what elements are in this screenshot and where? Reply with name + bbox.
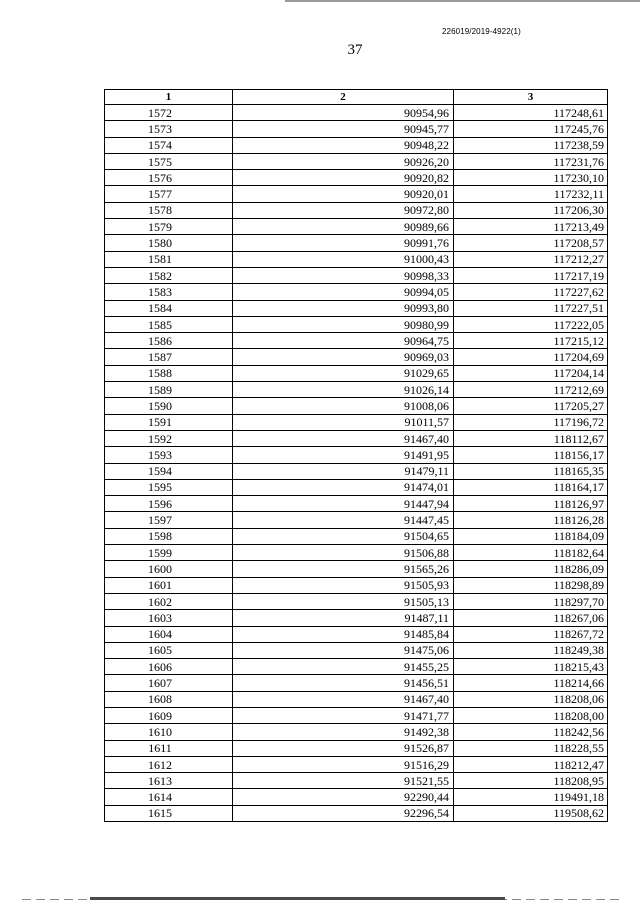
table-row [105, 430, 608, 446]
y-coordinate-cell: 118126,28 [454, 512, 608, 528]
point-number-cell: 1597 [105, 512, 233, 528]
table-row [105, 528, 608, 544]
point-number-cell: 1590 [105, 398, 233, 414]
table-row [105, 219, 608, 235]
point-number-cell: 1602 [105, 593, 233, 609]
table-row [105, 545, 608, 561]
document-number: 226019/2019-4922(1) [442, 27, 521, 36]
table-row [105, 121, 608, 137]
x-coordinate-cell: 90920,82 [233, 170, 454, 186]
x-coordinate-cell: 91471,77 [233, 707, 454, 723]
point-number-cell: 1611 [105, 740, 233, 756]
point-number-cell: 1606 [105, 659, 233, 675]
table-row [105, 756, 608, 772]
point-number-cell: 1601 [105, 577, 233, 593]
y-coordinate-cell: 118267,72 [454, 626, 608, 642]
bottom-scan-edge-lines [22, 895, 622, 901]
y-coordinate-cell: 118228,55 [454, 740, 608, 756]
point-number-cell: 1589 [105, 382, 233, 398]
y-coordinate-cell: 117212,69 [454, 382, 608, 398]
bottom-thick-line [90, 897, 505, 900]
table-row [105, 137, 608, 153]
y-coordinate-cell: 117208,57 [454, 235, 608, 251]
table-row [105, 202, 608, 218]
x-coordinate-cell: 91492,38 [233, 724, 454, 740]
y-coordinate-cell: 118165,35 [454, 463, 608, 479]
point-number-cell: 1591 [105, 414, 233, 430]
y-coordinate-cell: 117238,59 [454, 137, 608, 153]
table-row [105, 610, 608, 626]
y-coordinate-cell: 117230,10 [454, 170, 608, 186]
x-coordinate-cell: 90945,77 [233, 121, 454, 137]
x-coordinate-cell: 91029,65 [233, 365, 454, 381]
point-number-cell: 1596 [105, 496, 233, 512]
point-number-cell: 1600 [105, 561, 233, 577]
point-number-cell: 1615 [105, 805, 233, 821]
table-row [105, 186, 608, 202]
x-coordinate-cell: 91026,14 [233, 382, 454, 398]
point-number-cell: 1579 [105, 219, 233, 235]
y-coordinate-cell: 117206,30 [454, 202, 608, 218]
x-coordinate-cell: 90998,33 [233, 267, 454, 283]
table-row [105, 577, 608, 593]
x-coordinate-cell: 91467,40 [233, 691, 454, 707]
point-number-cell: 1583 [105, 284, 233, 300]
x-coordinate-cell: 91474,01 [233, 479, 454, 495]
x-coordinate-cell: 92290,44 [233, 789, 454, 805]
point-number-cell: 1613 [105, 773, 233, 789]
x-coordinate-cell: 91505,93 [233, 577, 454, 593]
point-number-cell: 1594 [105, 463, 233, 479]
x-coordinate-cell: 91506,88 [233, 545, 454, 561]
table-row [105, 593, 608, 609]
x-coordinate-cell: 91516,29 [233, 756, 454, 772]
column-header-3: 3 [454, 90, 608, 105]
table-body [105, 105, 608, 822]
point-number-cell: 1581 [105, 251, 233, 267]
point-number-cell: 1572 [105, 105, 233, 121]
point-number-cell: 1610 [105, 724, 233, 740]
y-coordinate-cell: 117231,76 [454, 153, 608, 169]
table-row [105, 626, 608, 642]
x-coordinate-cell: 91521,55 [233, 773, 454, 789]
y-coordinate-cell: 118297,70 [454, 593, 608, 609]
point-number-cell: 1604 [105, 626, 233, 642]
point-number-cell: 1595 [105, 479, 233, 495]
table-row [105, 789, 608, 805]
x-coordinate-cell: 91485,84 [233, 626, 454, 642]
point-number-cell: 1588 [105, 365, 233, 381]
x-coordinate-cell: 91447,94 [233, 496, 454, 512]
y-coordinate-cell: 118286,09 [454, 561, 608, 577]
table-row [105, 740, 608, 756]
table-row [105, 398, 608, 414]
y-coordinate-cell: 117205,27 [454, 398, 608, 414]
y-coordinate-cell: 118112,67 [454, 430, 608, 446]
y-coordinate-cell: 117212,27 [454, 251, 608, 267]
table-header-row [105, 90, 608, 105]
x-coordinate-cell: 90926,20 [233, 153, 454, 169]
x-coordinate-cell: 91487,11 [233, 610, 454, 626]
point-number-cell: 1586 [105, 333, 233, 349]
y-coordinate-cell: 118214,66 [454, 675, 608, 691]
y-coordinate-cell: 117248,61 [454, 105, 608, 121]
y-coordinate-cell: 118156,17 [454, 447, 608, 463]
point-number-cell: 1612 [105, 756, 233, 772]
y-coordinate-cell: 118126,97 [454, 496, 608, 512]
table-row [105, 333, 608, 349]
point-number-cell: 1575 [105, 153, 233, 169]
coordinates-table [104, 89, 608, 822]
x-coordinate-cell: 92296,54 [233, 805, 454, 821]
table-row [105, 773, 608, 789]
y-coordinate-cell: 118208,06 [454, 691, 608, 707]
table-row [105, 659, 608, 675]
y-coordinate-cell: 118164,17 [454, 479, 608, 495]
x-coordinate-cell: 90948,22 [233, 137, 454, 153]
table-row [105, 707, 608, 723]
y-coordinate-cell: 118298,89 [454, 577, 608, 593]
column-header-1: 1 [105, 90, 233, 105]
x-coordinate-cell: 91505,13 [233, 593, 454, 609]
point-number-cell: 1587 [105, 349, 233, 365]
table-row [105, 691, 608, 707]
y-coordinate-cell: 117213,49 [454, 219, 608, 235]
x-coordinate-cell: 91447,45 [233, 512, 454, 528]
x-coordinate-cell: 90964,75 [233, 333, 454, 349]
point-number-cell: 1609 [105, 707, 233, 723]
table-row [105, 447, 608, 463]
x-coordinate-cell: 91011,57 [233, 414, 454, 430]
table-row [105, 267, 608, 283]
point-number-cell: 1592 [105, 430, 233, 446]
point-number-cell: 1574 [105, 137, 233, 153]
y-coordinate-cell: 119508,62 [454, 805, 608, 821]
table-row [105, 349, 608, 365]
column-header-2: 2 [233, 90, 454, 105]
x-coordinate-cell: 90991,76 [233, 235, 454, 251]
table-row [105, 105, 608, 121]
table-row [105, 365, 608, 381]
y-coordinate-cell: 117227,62 [454, 284, 608, 300]
table-row [105, 642, 608, 658]
x-coordinate-cell: 91504,65 [233, 528, 454, 544]
y-coordinate-cell: 118249,38 [454, 642, 608, 658]
point-number-cell: 1584 [105, 300, 233, 316]
table-row [105, 251, 608, 267]
x-coordinate-cell: 90969,03 [233, 349, 454, 365]
table-row [105, 463, 608, 479]
y-coordinate-cell: 117245,76 [454, 121, 608, 137]
table-row [105, 284, 608, 300]
y-coordinate-cell: 118242,56 [454, 724, 608, 740]
point-number-cell: 1582 [105, 267, 233, 283]
x-coordinate-cell: 91000,43 [233, 251, 454, 267]
x-coordinate-cell: 91479,11 [233, 463, 454, 479]
table-row [105, 805, 608, 821]
x-coordinate-cell: 91467,40 [233, 430, 454, 446]
table-row [105, 479, 608, 495]
x-coordinate-cell: 90980,99 [233, 316, 454, 332]
table-row [105, 300, 608, 316]
y-coordinate-cell: 118215,43 [454, 659, 608, 675]
x-coordinate-cell: 90989,66 [233, 219, 454, 235]
x-coordinate-cell: 90920,01 [233, 186, 454, 202]
table-row [105, 382, 608, 398]
table-row [105, 414, 608, 430]
y-coordinate-cell: 117204,69 [454, 349, 608, 365]
point-number-cell: 1599 [105, 545, 233, 561]
x-coordinate-cell: 91455,25 [233, 659, 454, 675]
point-number-cell: 1607 [105, 675, 233, 691]
y-coordinate-cell: 117204,14 [454, 365, 608, 381]
x-coordinate-cell: 91456,51 [233, 675, 454, 691]
y-coordinate-cell: 118182,64 [454, 545, 608, 561]
x-coordinate-cell: 90994,05 [233, 284, 454, 300]
y-coordinate-cell: 117215,12 [454, 333, 608, 349]
y-coordinate-cell: 117222,05 [454, 316, 608, 332]
y-coordinate-cell: 117196,72 [454, 414, 608, 430]
y-coordinate-cell: 118212,47 [454, 756, 608, 772]
table-row [105, 235, 608, 251]
y-coordinate-cell: 117232,11 [454, 186, 608, 202]
y-coordinate-cell: 117217,19 [454, 267, 608, 283]
x-coordinate-cell: 90993,80 [233, 300, 454, 316]
point-number-cell: 1577 [105, 186, 233, 202]
x-coordinate-cell: 91491,95 [233, 447, 454, 463]
point-number-cell: 1585 [105, 316, 233, 332]
table-row [105, 153, 608, 169]
table-header [105, 90, 608, 105]
x-coordinate-cell: 91475,06 [233, 642, 454, 658]
point-number-cell: 1580 [105, 235, 233, 251]
y-coordinate-cell: 117227,51 [454, 300, 608, 316]
table-row [105, 724, 608, 740]
x-coordinate-cell: 90954,96 [233, 105, 454, 121]
point-number-cell: 1614 [105, 789, 233, 805]
y-coordinate-cell: 119491,18 [454, 789, 608, 805]
table-row [105, 512, 608, 528]
point-number-cell: 1573 [105, 121, 233, 137]
y-coordinate-cell: 118208,95 [454, 773, 608, 789]
x-coordinate-cell: 91565,26 [233, 561, 454, 577]
point-number-cell: 1576 [105, 170, 233, 186]
point-number-cell: 1603 [105, 610, 233, 626]
y-coordinate-cell: 118184,09 [454, 528, 608, 544]
point-number-cell: 1605 [105, 642, 233, 658]
point-number-cell: 1578 [105, 202, 233, 218]
x-coordinate-cell: 90972,80 [233, 202, 454, 218]
y-coordinate-cell: 118208,00 [454, 707, 608, 723]
x-coordinate-cell: 91526,87 [233, 740, 454, 756]
table-row [105, 561, 608, 577]
point-number-cell: 1598 [105, 528, 233, 544]
page-number: 37 [347, 42, 363, 58]
table-row [105, 675, 608, 691]
point-number-cell: 1608 [105, 691, 233, 707]
table-row [105, 496, 608, 512]
y-coordinate-cell: 118267,06 [454, 610, 608, 626]
table-row [105, 316, 608, 332]
table-row [105, 170, 608, 186]
x-coordinate-cell: 91008,06 [233, 398, 454, 414]
top-scan-edge-line [285, 0, 640, 2]
point-number-cell: 1593 [105, 447, 233, 463]
